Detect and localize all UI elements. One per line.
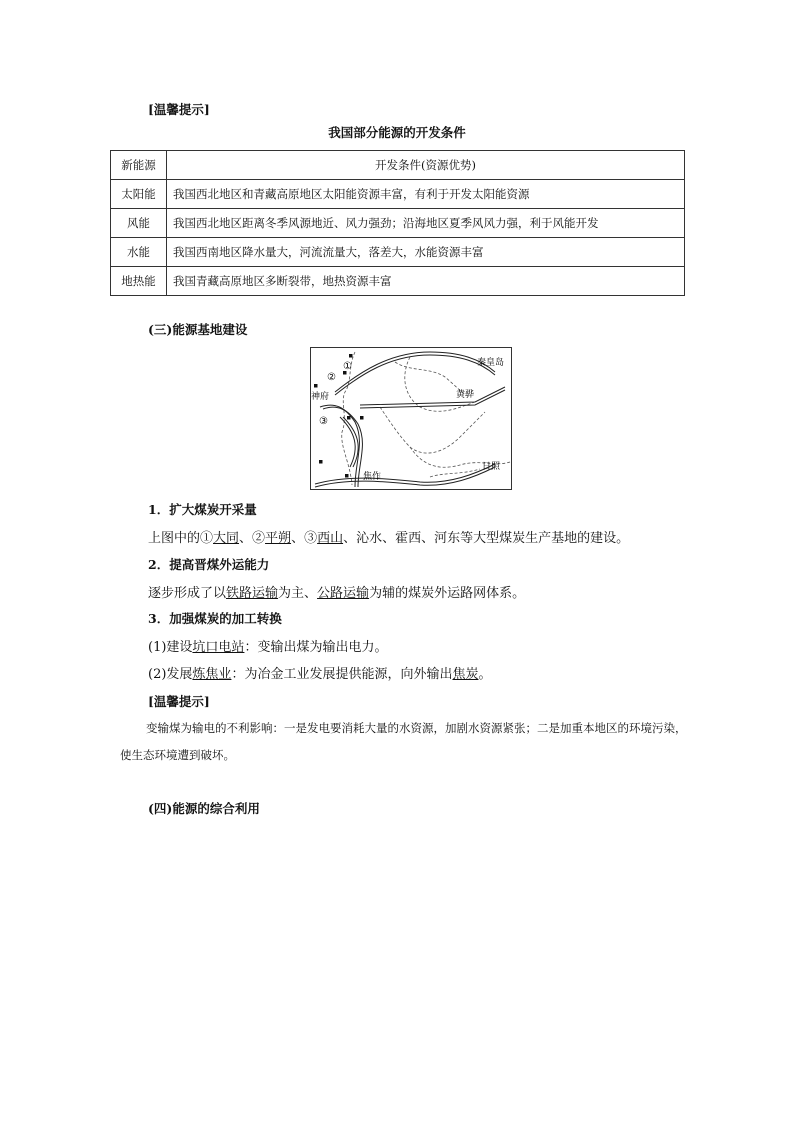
- item-1-heading: 1．扩大煤炭开采量: [148, 502, 257, 517]
- item-3-l1-pre: (1)建设: [148, 640, 193, 655]
- item-1-text: [148, 527, 629, 546]
- map-svg: [310, 347, 512, 490]
- row-text: 我国西北地区和青藏高原地区太阳能资源丰富，有利于开发太阳能资源: [167, 180, 685, 209]
- item-3-line-2: [148, 663, 491, 682]
- hint-label-2: [温馨提示]: [148, 694, 210, 709]
- label-2: ②: [327, 372, 336, 383]
- item-3-heading: 3．加强煤炭的加工转换: [148, 611, 282, 626]
- item-2-heading: 2．提高晋煤外运能力: [148, 557, 270, 572]
- item-1-mid2: 、③: [291, 531, 318, 546]
- item-2-post: 为辅的煤炭外运路网体系。: [369, 586, 526, 601]
- row-name: 水能: [111, 238, 167, 267]
- hint-label-1: [温馨提示]: [148, 102, 210, 117]
- item-3-pithead-plant: 坑口电站: [192, 640, 245, 655]
- item-1-post: 、沁水、霍西、河东等大型煤炭生产基地的建设。: [343, 531, 630, 546]
- row-text: 我国青藏高原地区多断裂带，地热资源丰富: [167, 267, 685, 296]
- row-name: 太阳能: [111, 180, 167, 209]
- item-2-rail: 铁路运输: [226, 586, 279, 601]
- energy-table: [110, 150, 685, 296]
- item-1-datong: 大同: [213, 531, 240, 546]
- item-3-l1-post: ：变输出煤为输出电力。: [244, 640, 388, 655]
- item-1-mid1: 、②: [239, 531, 266, 546]
- item-2-pre: 逐步形成了以: [148, 586, 227, 601]
- item-3-coke: 焦炭: [452, 667, 479, 682]
- section-3-heading: (三)能源基地建设: [148, 322, 248, 337]
- item-3-l2-post: 。: [478, 667, 492, 682]
- label-qinhuangdao: 秦皇岛: [477, 358, 505, 368]
- item-2-mid: 为主、: [278, 586, 318, 601]
- item-2-text: [148, 582, 525, 601]
- row-name: 风能: [111, 209, 167, 238]
- item-3-l2-pre: (2)发展: [148, 667, 193, 682]
- table-header-row: [111, 151, 685, 180]
- boundary-henan: [430, 469, 480, 477]
- item-3-coking: 炼焦业: [192, 667, 232, 682]
- table-row: [111, 180, 685, 209]
- section-4-heading: (四)能源的综合利用: [148, 801, 260, 816]
- label-3: ③: [319, 416, 328, 427]
- table-row: [111, 238, 685, 267]
- row-text: 我国西北地区距离冬季风源地近、风力强劲；沿海地区夏季风风力强，利于风能开发: [167, 209, 685, 238]
- row-name: 地热能: [111, 267, 167, 296]
- item-1-pre: 上图中的①: [148, 531, 214, 546]
- item-3-line-1: [148, 636, 387, 655]
- header-conditions: 开发条件(资源优势): [167, 151, 685, 180]
- table-row: [111, 209, 685, 238]
- energy-base-map: [310, 347, 512, 490]
- table-title: 我国部分能源的开发条件: [328, 125, 466, 140]
- table-row: [111, 267, 685, 296]
- row-text: 我国西南地区降水量大，河流流量大，落差大，水能资源丰富: [167, 238, 685, 267]
- label-jiaozuo: 焦作: [363, 472, 382, 482]
- item-1-pingshuo: 平朔: [265, 531, 292, 546]
- label-shenfu: 神府: [311, 392, 330, 402]
- item-1-xishan: 西山: [317, 531, 344, 546]
- hint-note: 变输煤为输电的不利影响：一是发电要消耗大量的水资源，加剧水资源紧张；二是加重本地区的环境污染，使生态环境遭到破坏。: [120, 721, 687, 762]
- label-1: ①: [343, 361, 352, 372]
- item-2-road: 公路运输: [317, 586, 370, 601]
- label-huanghua: 黄骅: [456, 390, 475, 400]
- item-3-l2-mid: ：为冶金工业发展提供能源，向外输出: [231, 667, 453, 682]
- header-energy: 新能源: [111, 151, 167, 180]
- label-rizhao: 日照: [482, 462, 501, 472]
- boundary-hebei: [380, 407, 485, 453]
